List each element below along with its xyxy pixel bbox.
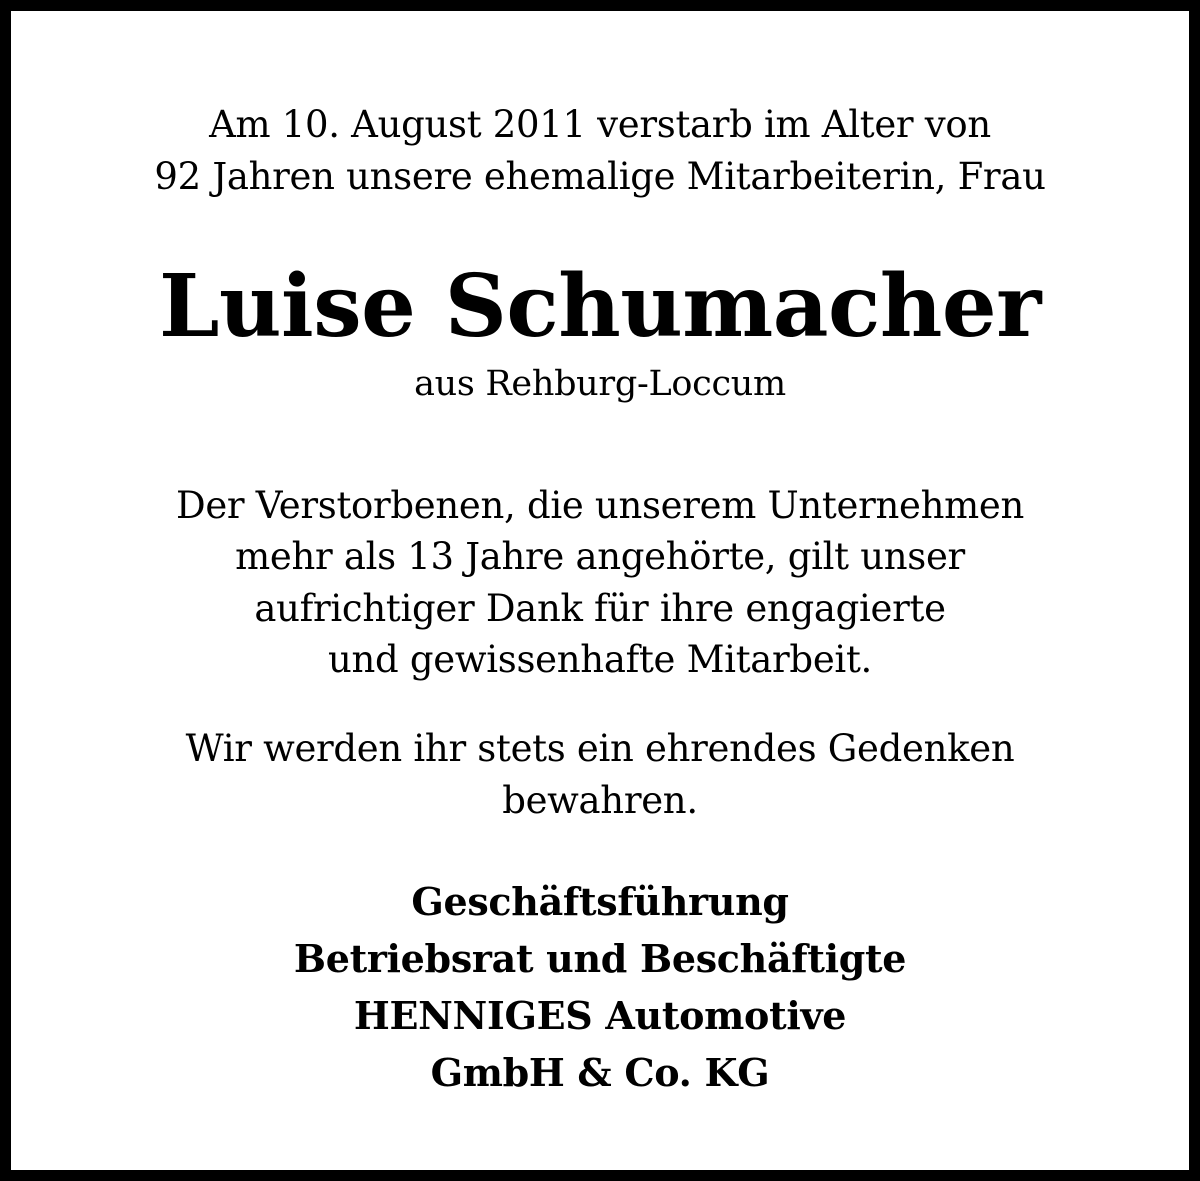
intro-line-1: Am 10. August 2011 verstarb im Alter von: [209, 103, 991, 146]
signature-line-3: HENNIGES Automotive: [353, 993, 847, 1038]
remembrance-line-2: bewahren.: [502, 779, 698, 822]
tribute-line-2: mehr als 13 Jahre angehörte, gilt unser: [235, 535, 965, 578]
remembrance-line-1: Wir werden ihr stets ein ehrendes Gedenken: [185, 727, 1015, 770]
deceased-origin: aus Rehburg-Loccum: [414, 364, 786, 404]
deceased-name: Luise Schumacher: [159, 256, 1041, 357]
tribute-line-4: und gewissenhafte Mitarbeit.: [328, 638, 872, 681]
intro-line-2: 92 Jahren unsere ehemalige Mitarbeiterin, Frau: [154, 155, 1046, 198]
signature-line-2: Betriebsrat und Beschäftigte: [293, 936, 907, 981]
tribute-line-1: Der Verstorbenen, die unserem Unternehmen: [175, 484, 1025, 527]
tribute-line-3: aufrichtiger Dank für ihre engagierte: [254, 587, 946, 630]
signature-line-1: Geschäftsführung: [411, 879, 789, 924]
signature-line-4: GmbH & Co. KG: [430, 1050, 770, 1095]
